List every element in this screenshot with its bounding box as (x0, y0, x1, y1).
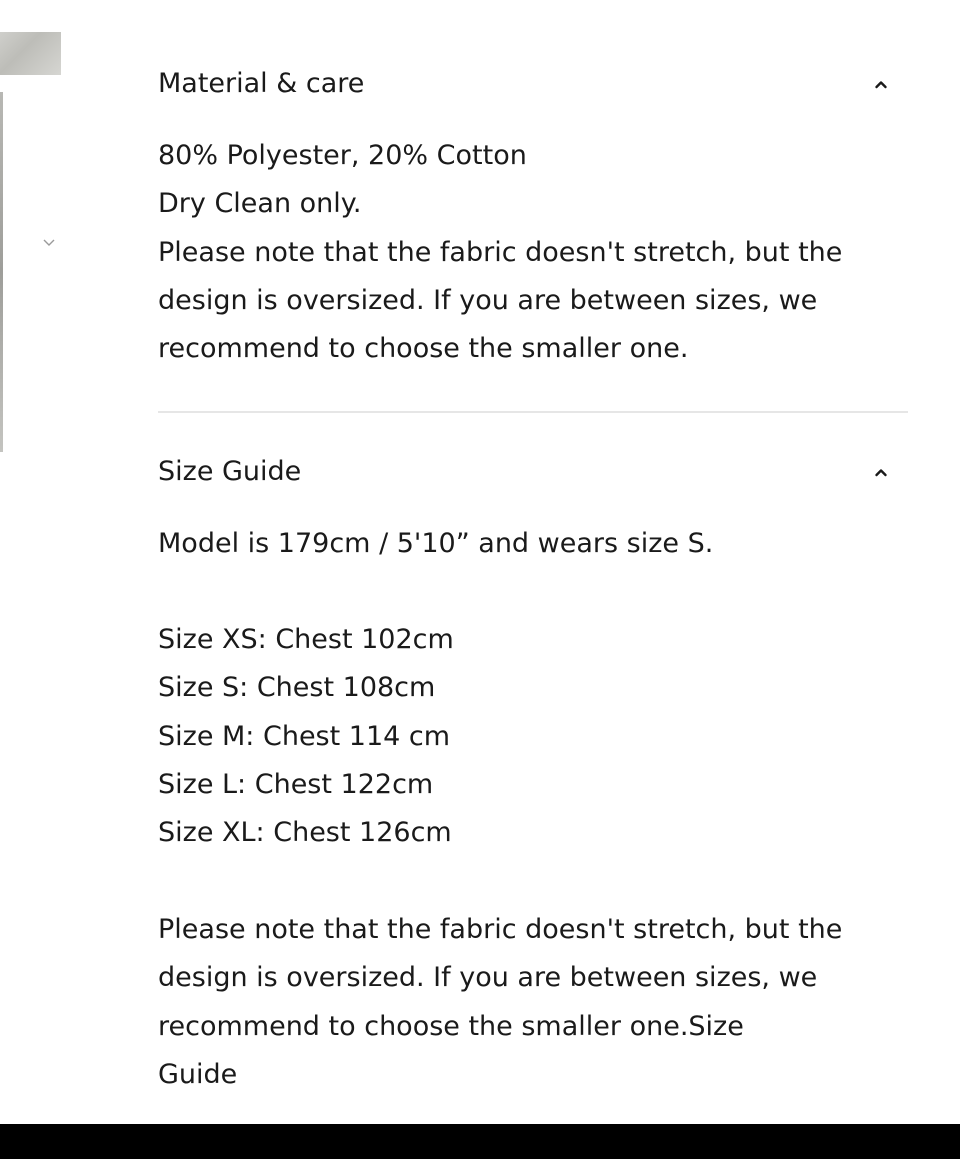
chevron-up-icon[interactable] (872, 463, 890, 481)
size-row: Size M: Chest 114 cm (158, 720, 451, 752)
material-care-title: Material & care (158, 68, 365, 99)
bottom-system-bar (0, 1124, 960, 1159)
product-thumbnail[interactable] (0, 32, 61, 75)
chevron-down-icon[interactable] (40, 234, 58, 252)
size-fit-note (158, 906, 842, 1099)
chevron-up-icon[interactable] (872, 75, 890, 93)
size-list (158, 616, 454, 857)
fit-note-line: design is oversized. If you are between sizes, we (158, 962, 818, 994)
section-divider (158, 411, 908, 413)
size-guide-section (158, 452, 908, 1090)
size-guide-title: Size Guide (158, 456, 302, 487)
size-guide-header[interactable] (158, 452, 908, 492)
fit-note-line: Please note that the fabric doesn't stretch, but the (158, 236, 843, 268)
material-care-content (158, 132, 842, 373)
fit-note-line: Guide (158, 1058, 238, 1090)
size-row: Size XL: Chest 126cm (158, 817, 452, 849)
material-composition: 80% Polyester, 20% Cotton (158, 140, 527, 171)
material-care-section (158, 64, 908, 365)
size-row: Size L: Chest 122cm (158, 768, 434, 800)
model-note (158, 520, 713, 568)
fit-note-line: Please note that the fabric doesn't stretch, but the (158, 914, 843, 945)
fit-note-line: recommend to choose the smaller one.Size (158, 1010, 744, 1042)
size-row: Size S: Chest 108cm (158, 672, 436, 704)
size-row: Size XS: Chest 102cm (158, 624, 454, 655)
product-image-edge (0, 92, 3, 452)
care-instruction: Dry Clean only. (158, 188, 362, 220)
material-care-header[interactable] (158, 64, 908, 104)
fit-note-line: design is oversized. If you are between sizes, we (158, 284, 818, 316)
model-note-text: Model is 179cm / 5'10” and wears size S. (158, 528, 714, 559)
fit-note-line: recommend to choose the smaller one. (158, 333, 689, 365)
